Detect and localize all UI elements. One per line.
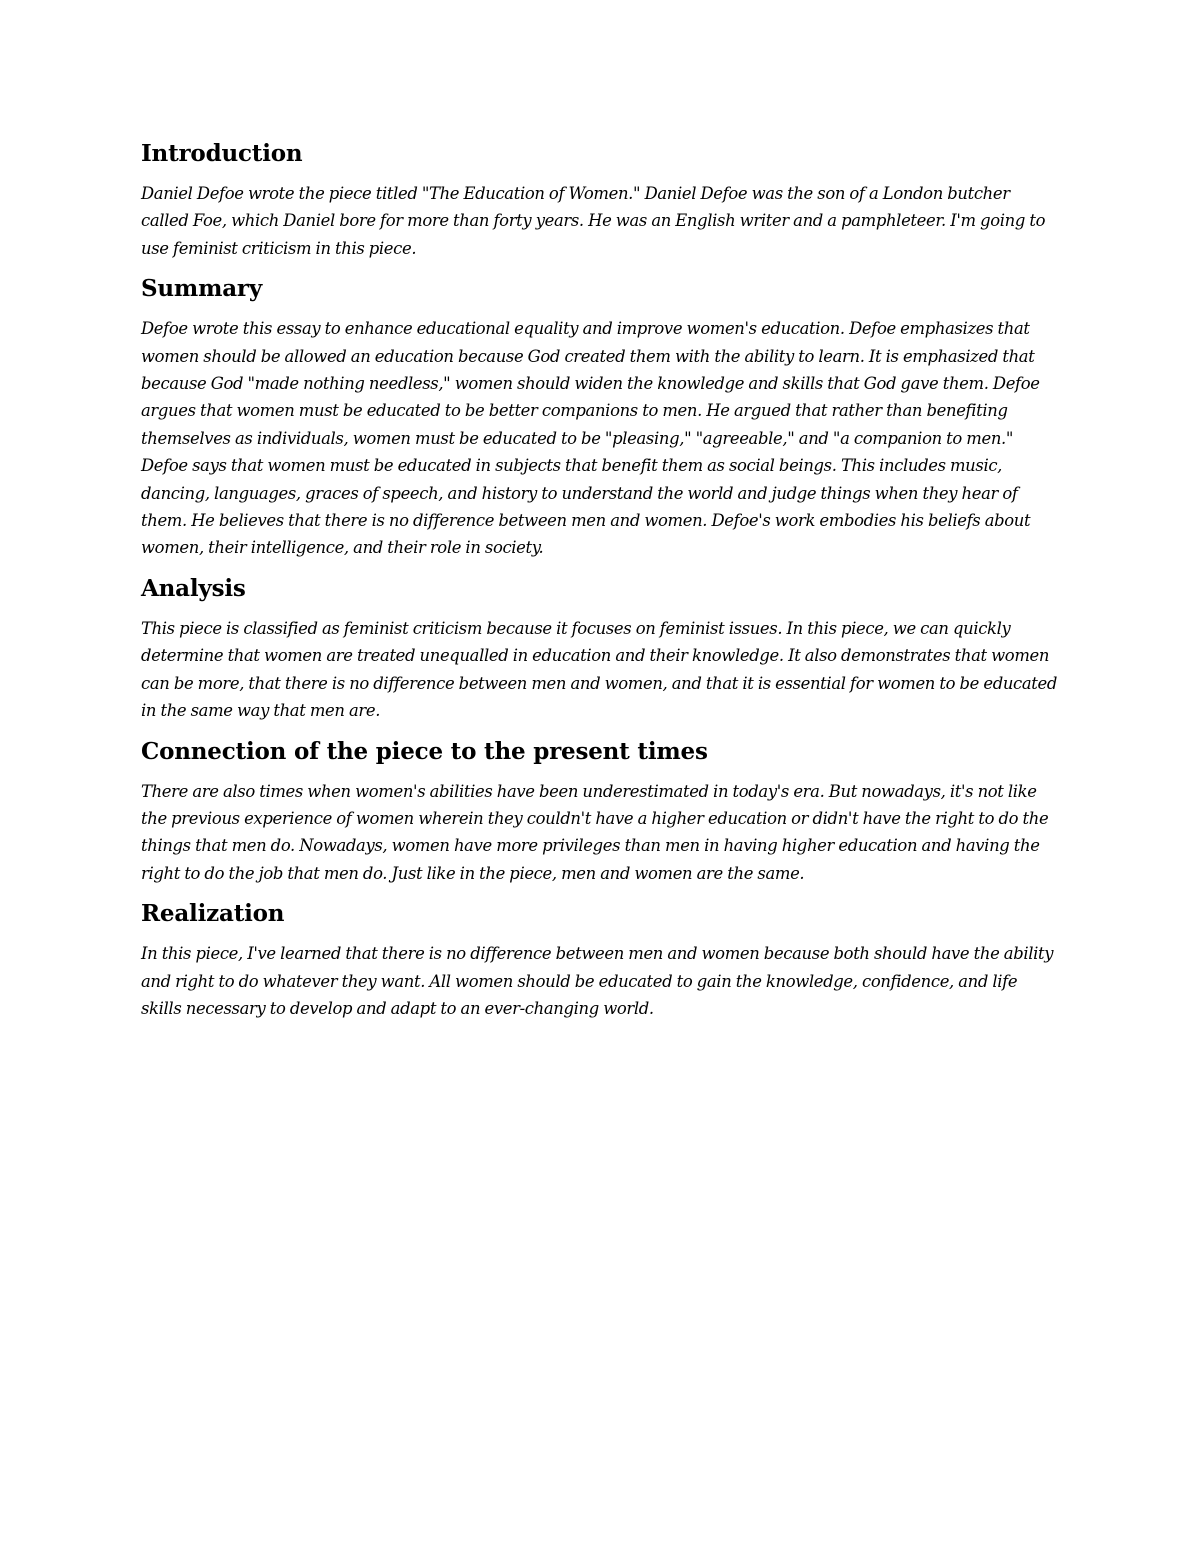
section-heading: Analysis [141, 574, 246, 602]
document-page [141, 138, 1061, 1033]
section-introduction [141, 138, 1061, 262]
section-heading: Introduction [141, 140, 303, 167]
section-body: Defoe wrote this essay to enhance educational equality and improve women's education. Defoe emphasizes that women should be allowed an education because God created them with the ability to learn. It is emphasized that because God "made nothing needless," women should widen the knowledge and skills that God gave them. Defoe argues that women must be educated to be better companions to men. He argued that rather than benefiting themselves as individuals, women must be educated to be "pleasing," "agreeable," and "a companion to men." Defoe says that women must be educated in subjects that benefit them as social beings. This includes music, dancing, languages, graces of speech, and history to understand the world and judge things when they hear of them. He believes that there is no difference between men and women. Defoe's work embodies his beliefs about women, their intelligence, and their role in society. [141, 319, 1040, 558]
section-heading: Connection of the piece to the present times [141, 737, 708, 765]
section-heading: Summary [141, 275, 262, 303]
section-realization [141, 898, 1061, 1022]
section-body: In this piece, I've learned that there is no difference between men and women because both should have the ability and right to do whatever they want. All women should be educated to gain the knowledge, confidence, and life skills necessary to develop and adapt to an ever-changing world. [141, 944, 1054, 1018]
section-summary [141, 273, 1061, 562]
section-body: This piece is classified as feminist criticism because it focuses on feminist issues. In this piece, we can quickly determine that women are treated unequalled in education and their knowledge. It also demonstrates that women can be more, that there is no difference between men and women, and that it is essential for women to be educated in the same way that men are. [141, 618, 1058, 721]
section-body: There are also times when women's abilities have been underestimated in today's era. But nowadays, it's not like the previous experience of women wherein they couldn't have a higher education or didn't have the right to do the things that men do. Nowadays, women have more privileges than men in having higher education and having the right to do the job that men do. Just like in the piece, men and women are the same. [141, 781, 1049, 883]
section-heading: Realization [141, 900, 285, 928]
section-body: Daniel Defoe wrote the piece titled "The Education of Women." Daniel Defoe was the son of a London butcher called Foe, which Daniel bore for more than forty years. He was an English writer and a pamphleteer. I'm going to use feminist criticism in this piece. [141, 184, 1046, 258]
section-connection [141, 736, 1061, 888]
section-analysis [141, 573, 1061, 725]
